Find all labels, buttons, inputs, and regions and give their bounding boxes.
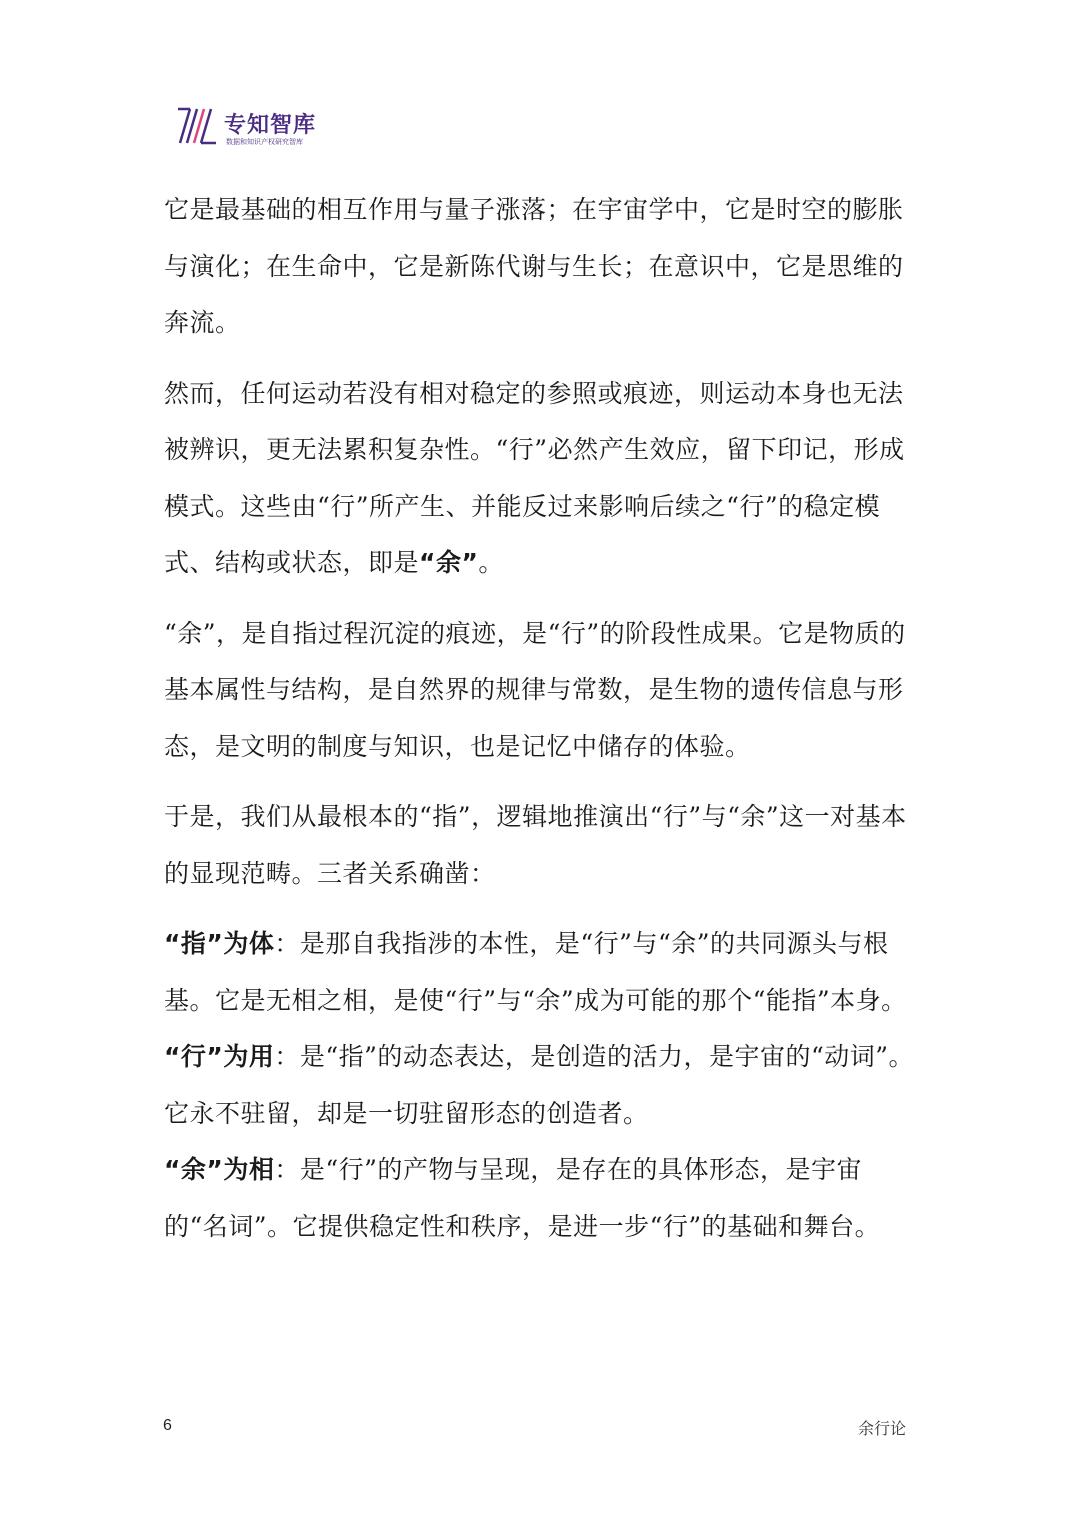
brand-logo xyxy=(176,106,346,148)
paragraph-2 xyxy=(164,366,924,592)
paragraph-2-text: 然而，任何运动若没有相对稳定的参照或痕迹，则运动本身也无法被辨识，更无法累积复杂性。“行”必然产生效应，留下印记，形成模式。这些由“行”所产生、并能反过来影响后续之“行”的稳定模式、结构或状态，即是 xyxy=(164,378,905,577)
definition-xiang xyxy=(164,1142,924,1255)
definition-yong-text: ：是“指”的动态表达，是创造的活力，是宇宙的“动词”。它永不驻留，却是一切驻留形态的创造者。 xyxy=(164,1042,915,1128)
definition-ti-term: “指”为体 xyxy=(164,929,275,958)
footer-document-title: 余行论 xyxy=(858,1419,907,1438)
definition-ti xyxy=(164,916,924,1029)
paragraph-2-emphasis: “余” xyxy=(419,548,479,577)
definition-xiang-text: ：是“行”的产物与呈现，是存在的具体形态，是宇宙的“名词”。它提供稳定性和秩序，是进一步“行”的基础和舞台。 xyxy=(164,1155,881,1241)
paragraph-2-end: 。 xyxy=(478,548,504,577)
definition-yong xyxy=(164,1029,924,1142)
paragraph-1: 它是最基础的相互作用与量子涨落；在宇宙学中，它是时空的膨胀与演化；在生命中，它是新陈代谢与生长；在意识中，它是思维的奔流。 xyxy=(164,195,904,337)
definition-yong-term: “行”为用 xyxy=(164,1042,275,1071)
document-body xyxy=(164,182,924,1255)
page-number: 6 xyxy=(163,1417,172,1434)
brand-logo-title: 专知智库 xyxy=(224,113,317,138)
definition-ti-text: ：是那自我指涉的本性，是“行”与“余”的共同源头与根基。它是无相之相，是使“行”与“余”成为可能的那个“能指”本身。 xyxy=(164,929,907,1015)
paragraph-3: “余”，是自指过程沉淀的痕迹，是“行”的阶段性成果。它是物质的基本属性与结构，是自然界的规律与常数，是生物的遗传信息与形态，是文明的制度与知识，也是记忆中储存的体验。 xyxy=(164,618,906,761)
brand-logo-subtitle: 数据和知识产权研究智库 xyxy=(226,138,303,146)
brand-logo-mark-icon xyxy=(176,106,218,146)
definition-xiang-term: “余”为相 xyxy=(164,1155,275,1184)
paragraph-4: 于是，我们从最根本的“指”，逻辑地推演出“行”与“余”这一对基本的显现范畴。三者关系确凿： xyxy=(164,802,907,888)
